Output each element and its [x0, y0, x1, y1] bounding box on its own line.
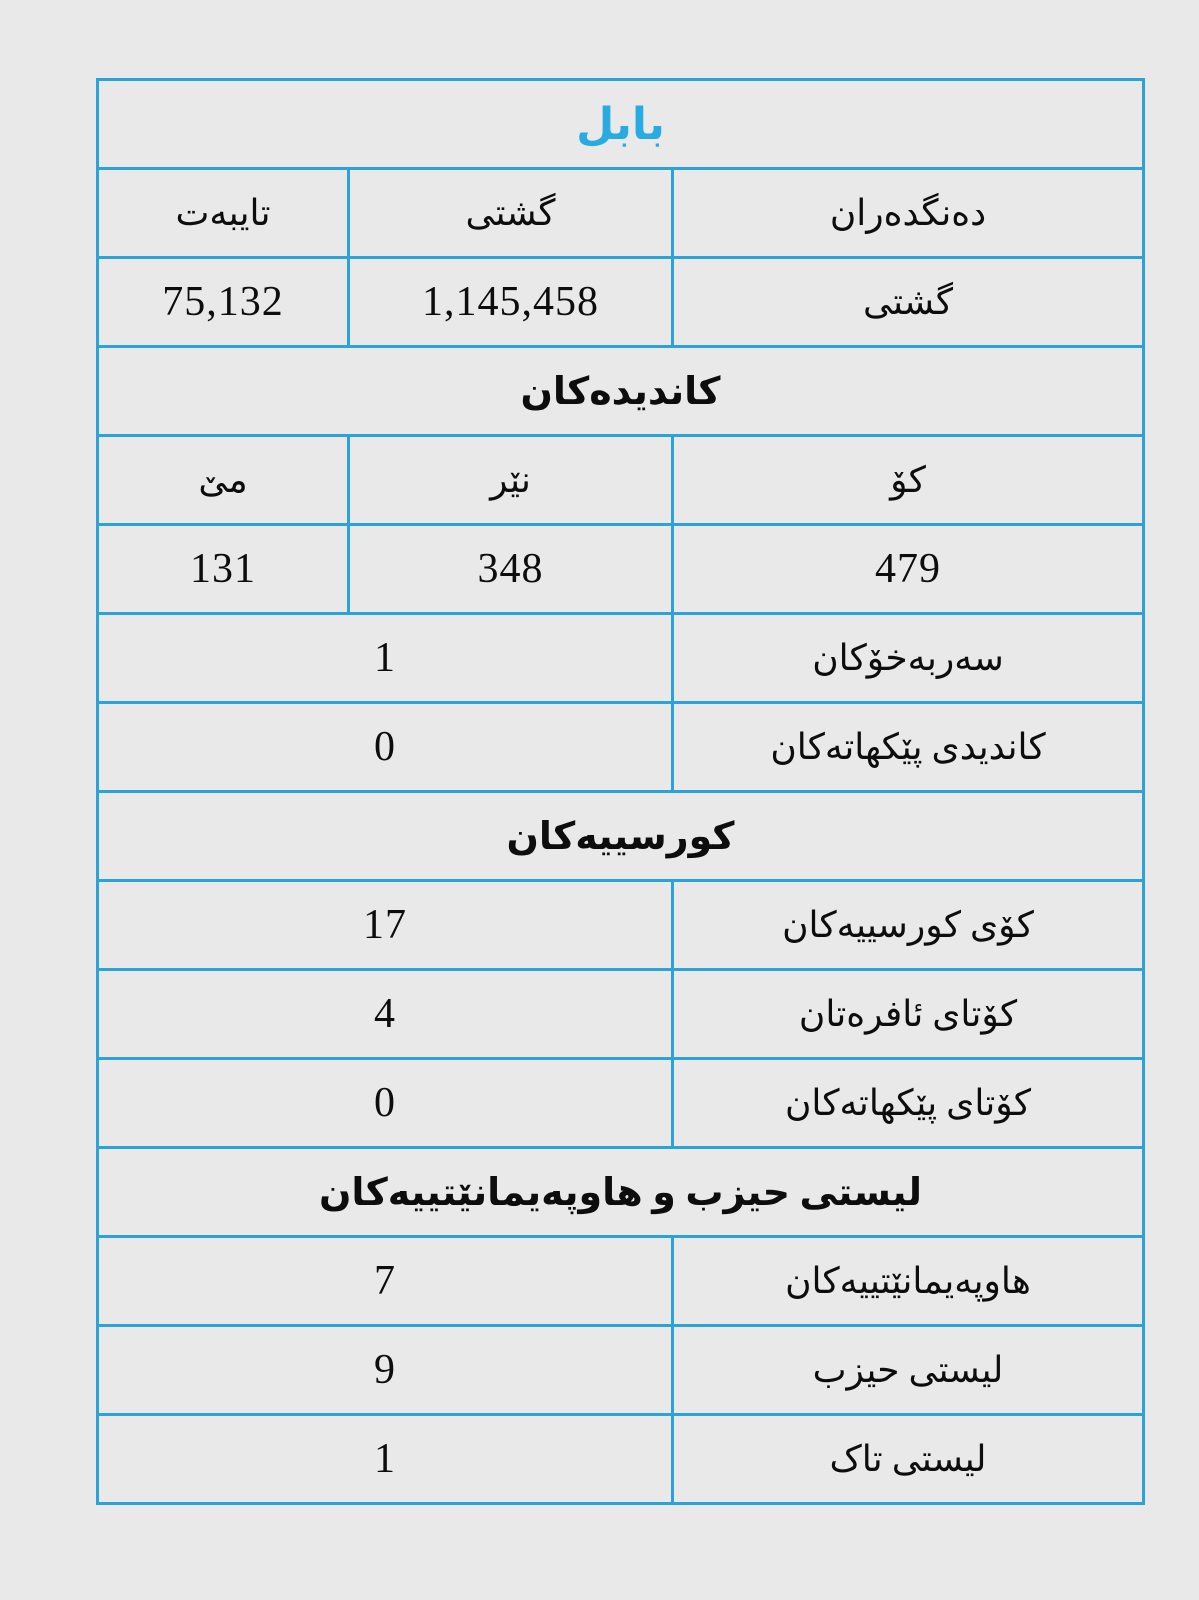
candidates-header-male: نێر: [349, 436, 673, 525]
candidates-header-female: مێ: [97, 436, 348, 525]
components-quota-label: کۆتای پێکهاتەکان: [673, 1059, 1144, 1148]
lists-section-title: لیستی حیزب و هاوپەیمانێتییەکان: [97, 1148, 1143, 1237]
voters-general-count: 1,145,458: [349, 258, 673, 347]
single-lists-label: لیستی تاک: [673, 1415, 1144, 1504]
women-quota-row: [97, 970, 1143, 1059]
governorate-title: بابل: [97, 80, 1143, 169]
coalitions-row: [97, 1237, 1143, 1326]
candidates-female-count: 131: [97, 525, 348, 614]
voters-special-count: 75,132: [97, 258, 348, 347]
total-seats-row: [97, 881, 1143, 970]
components-quota-row: [97, 1059, 1143, 1148]
total-seats-value: 17: [97, 881, 672, 970]
candidates-section-title: کاندیدەکان: [97, 347, 1143, 436]
component-candidates-value: 0: [97, 703, 672, 792]
single-lists-value: 1: [97, 1415, 672, 1504]
party-lists-row: [97, 1326, 1143, 1415]
single-lists-row: [97, 1415, 1143, 1504]
party-lists-value: 9: [97, 1326, 672, 1415]
women-quota-value: 4: [97, 970, 672, 1059]
components-quota-value: 0: [97, 1059, 672, 1148]
title-row: [97, 80, 1143, 169]
seats-section-row: [97, 792, 1143, 881]
candidates-header-total: کۆ: [673, 436, 1144, 525]
voters-header-label: دەنگدەران: [673, 169, 1144, 258]
seats-section-title: کورسییەکان: [97, 792, 1143, 881]
component-candidates-label: کاندیدی پێکهاتەکان: [673, 703, 1144, 792]
candidates-data-row: [97, 525, 1143, 614]
voters-header-row: [97, 169, 1143, 258]
candidates-section-row: [97, 347, 1143, 436]
party-lists-label: لیستی حیزب: [673, 1326, 1144, 1415]
lists-section-row: [97, 1148, 1143, 1237]
independents-value: 1: [97, 614, 672, 703]
coalitions-label: هاوپەیمانێتییەکان: [673, 1237, 1144, 1326]
women-quota-label: کۆتای ئافرەتان: [673, 970, 1144, 1059]
candidates-total-count: 479: [673, 525, 1144, 614]
voters-data-row: [97, 258, 1143, 347]
governorate-stats-table: [96, 78, 1145, 1505]
candidates-header-row: [97, 436, 1143, 525]
component-candidates-row: [97, 703, 1143, 792]
independents-label: سەربەخۆکان: [673, 614, 1144, 703]
independents-row: [97, 614, 1143, 703]
voters-header-special: تایبەت: [97, 169, 348, 258]
candidates-male-count: 348: [349, 525, 673, 614]
statistics-table: [97, 78, 1145, 1505]
voters-header-general: گشتی: [349, 169, 673, 258]
coalitions-value: 7: [97, 1237, 672, 1326]
total-seats-label: کۆی کورسییەکان: [673, 881, 1144, 970]
voters-row-label: گشتی: [673, 258, 1144, 347]
